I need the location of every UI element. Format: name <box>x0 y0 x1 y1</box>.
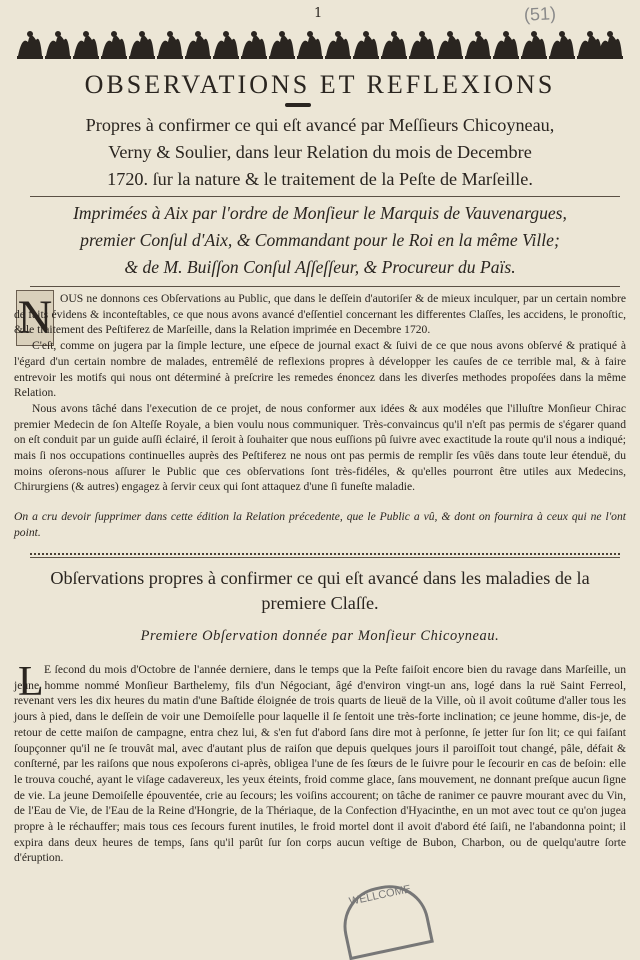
document-subtitle <box>14 112 626 193</box>
imprint-line: Imprimées à Aix par l'ordre de Monſieur le Marquis de Vauvenargues, <box>73 203 567 223</box>
subtitle-line: 1720. ſur la nature & le traitement de la Peſte de Marſeille. <box>107 169 533 189</box>
divider-rule <box>30 557 620 558</box>
divider-rule <box>30 286 620 287</box>
paragraph-text: C'eſt, comme on jugera par la ſimple lecture, une eſpece de journal exact & ſuivi de ce que nous avons obſervé & pratiqué à l'égard d'un certain nombre de malades, entremêlé de reflexions propres à développer les cauſes de ce terrible mal, & à faire entrevoir les motifs qui nous ont déterminé à preſcrire les remedes énoncez dans les diverſes methodes propoſées dans la même Relation. <box>14 339 626 400</box>
library-stamp <box>336 878 434 960</box>
section-heading-line: Obſervations propres à confirmer ce qui eſt avancé dans les maladies de la <box>50 568 590 588</box>
section-heading <box>14 566 626 616</box>
decorative-ornament-band <box>16 26 624 62</box>
ornament-row <box>17 31 623 59</box>
paragraph-text: OUS ne donnons ces Obſervations au Public, que dans le deſſein d'autoriſer & de mieux inculquer, par un certain nombre de faits évidens & inconteſtables, ce que nous avons avancé d'eſſentiel concernant les differentes Claſſes, les accidens, le pronoſtic, & le traitement des Peſtiferez de Marſeille, dans la Relation imprimée en Decembre 1720. <box>14 292 626 337</box>
editorial-note: On a cru devoir ſupprimer dans cette édition la Relation précedente, que le Public a vû, & dont on fournira à ceux qui ne l'ont point. <box>14 510 626 539</box>
subtitle-line: Propres à confirmer ce qui eſt avancé par Meſſieurs Chicoyneau, <box>85 115 555 135</box>
page-number: 1 <box>314 6 323 21</box>
document-title: OBSERVATIONS ET REFLEXIONS <box>84 70 556 99</box>
drop-capital: L <box>18 659 44 705</box>
imprint-line: & de M. Buiſſon Conſul Aſſeſſeur, & Procureur du Païs. <box>124 257 516 277</box>
handwritten-margin-note: (51) <box>523 3 557 25</box>
imprint-statement <box>14 200 626 281</box>
dotted-divider <box>30 553 620 555</box>
intro-paragraph <box>14 291 626 495</box>
observation-paragraph: E ſecond du mois d'Octobre de l'année derniere, dans le temps que la Peſte faiſoit encore bien du ravage dans Marſeille, un jeune homme nommé Monſieur Barthelemy, fils d'un Négociant, âgé d'environ vingt-un ans, logé dans la ruë Saint Ferreol, revenant vers les dix heures du matin d'une Baſtide éloignée de trois quarts de lieuë de la Ville, où il avoit coûtume d'aller tous les jours à pied, dans le deſſein de voir une Demoiſelle pour laquelle il ſe ſentoit une très-forte inclination; ce jeune homme, dis-je, de retour de cette maiſon de campagne, entra chez lui, & s'en fut d'abord ſans dire mot à perſonne, ſe jetter ſur ſon lit; ce qui faiſant ſoupçonner qu'il ne ſe trouvât mal, avec d'autant plus de raiſon que depuis quelques jours il paroiſſoit tout changé, pâle, défait & conſterné, par les raiſons que nous expoſerons ci-après, obligea l'une de ſes ſœurs de le ſuivre pour le ſecourir en cas de beſoin: elle le trouva couché, ayant le viſage cadavereux, les yeux éteints, froid comme glace, ſans mouvement, ne donnant preſque aucun ſigne de vie. La jeune Demoiſelle épouventée, crie au ſecours; les voiſins accourent; on tâche de ranimer ce pauvre mourant avec du Vin, de l'Eau de Vie, de l'Eau de la Reine d'Hongrie, de la Thériaque, de la Confection d'Hyacinthe, en un mot avec tout ce qu'on jugea propre à le réchauffer; mais tous ces ſecours furent inutiles, le froid mortel dont il avoit d'abord été ſaiſi, ne l'abandonna point; il expira dans deux heures de temps, ſans qu'il parût ſur ſon corps aucun veſtige de Bubon, Charbon, ou de quelqu'autre ſorte d'éruption. <box>14 663 626 865</box>
drop-capital: N <box>17 291 53 344</box>
section-heading-line: premiere Claſſe. <box>261 593 379 613</box>
observation-heading: Premiere Obſervation donnée par Monſieur Chicoyneau. <box>140 628 500 644</box>
title-underline-mark <box>285 103 311 107</box>
imprint-line: premier Conſul d'Aix, & Commandant pour le Roi en la même Ville; <box>80 230 560 250</box>
stamp-text: WELLCOME <box>347 883 413 908</box>
divider-rule <box>30 196 620 197</box>
subtitle-line: Verny & Soulier, dans leur Relation du mois de Decembre <box>108 142 532 162</box>
paragraph-text: Nous avons tâché dans l'execution de ce projet, de nous conformer aux idées & aux modéles que l'illuſtre Monſieur Chirac premier Medecin de ſon Alteſſe Royale, a bien voulu nous communiquer. Très-convaincus qu'il n'eſt pas permis de s'égarer quand on eſt conduit par un guide auſſi éclairé, il ſeroit à ſouhaiter que nous euſſions pû ſuivre avec exactitude la route qu'il nous a indiqué; mais ſi nos occupations continuelles auprès des Peſtiferez ne nous ont pas permis de remplir ſes vûës dans toute leur étenduë, du moins oſerons-nous aſſurer le Public que ces obſervations ſont très-fidéles, & qu'elles pourront être utiles aux Medecins, Chirurgiens (& autres) engagez à ſervir ceux qui ſont attaquez d'une ſi funeſte maladie. <box>14 401 626 494</box>
